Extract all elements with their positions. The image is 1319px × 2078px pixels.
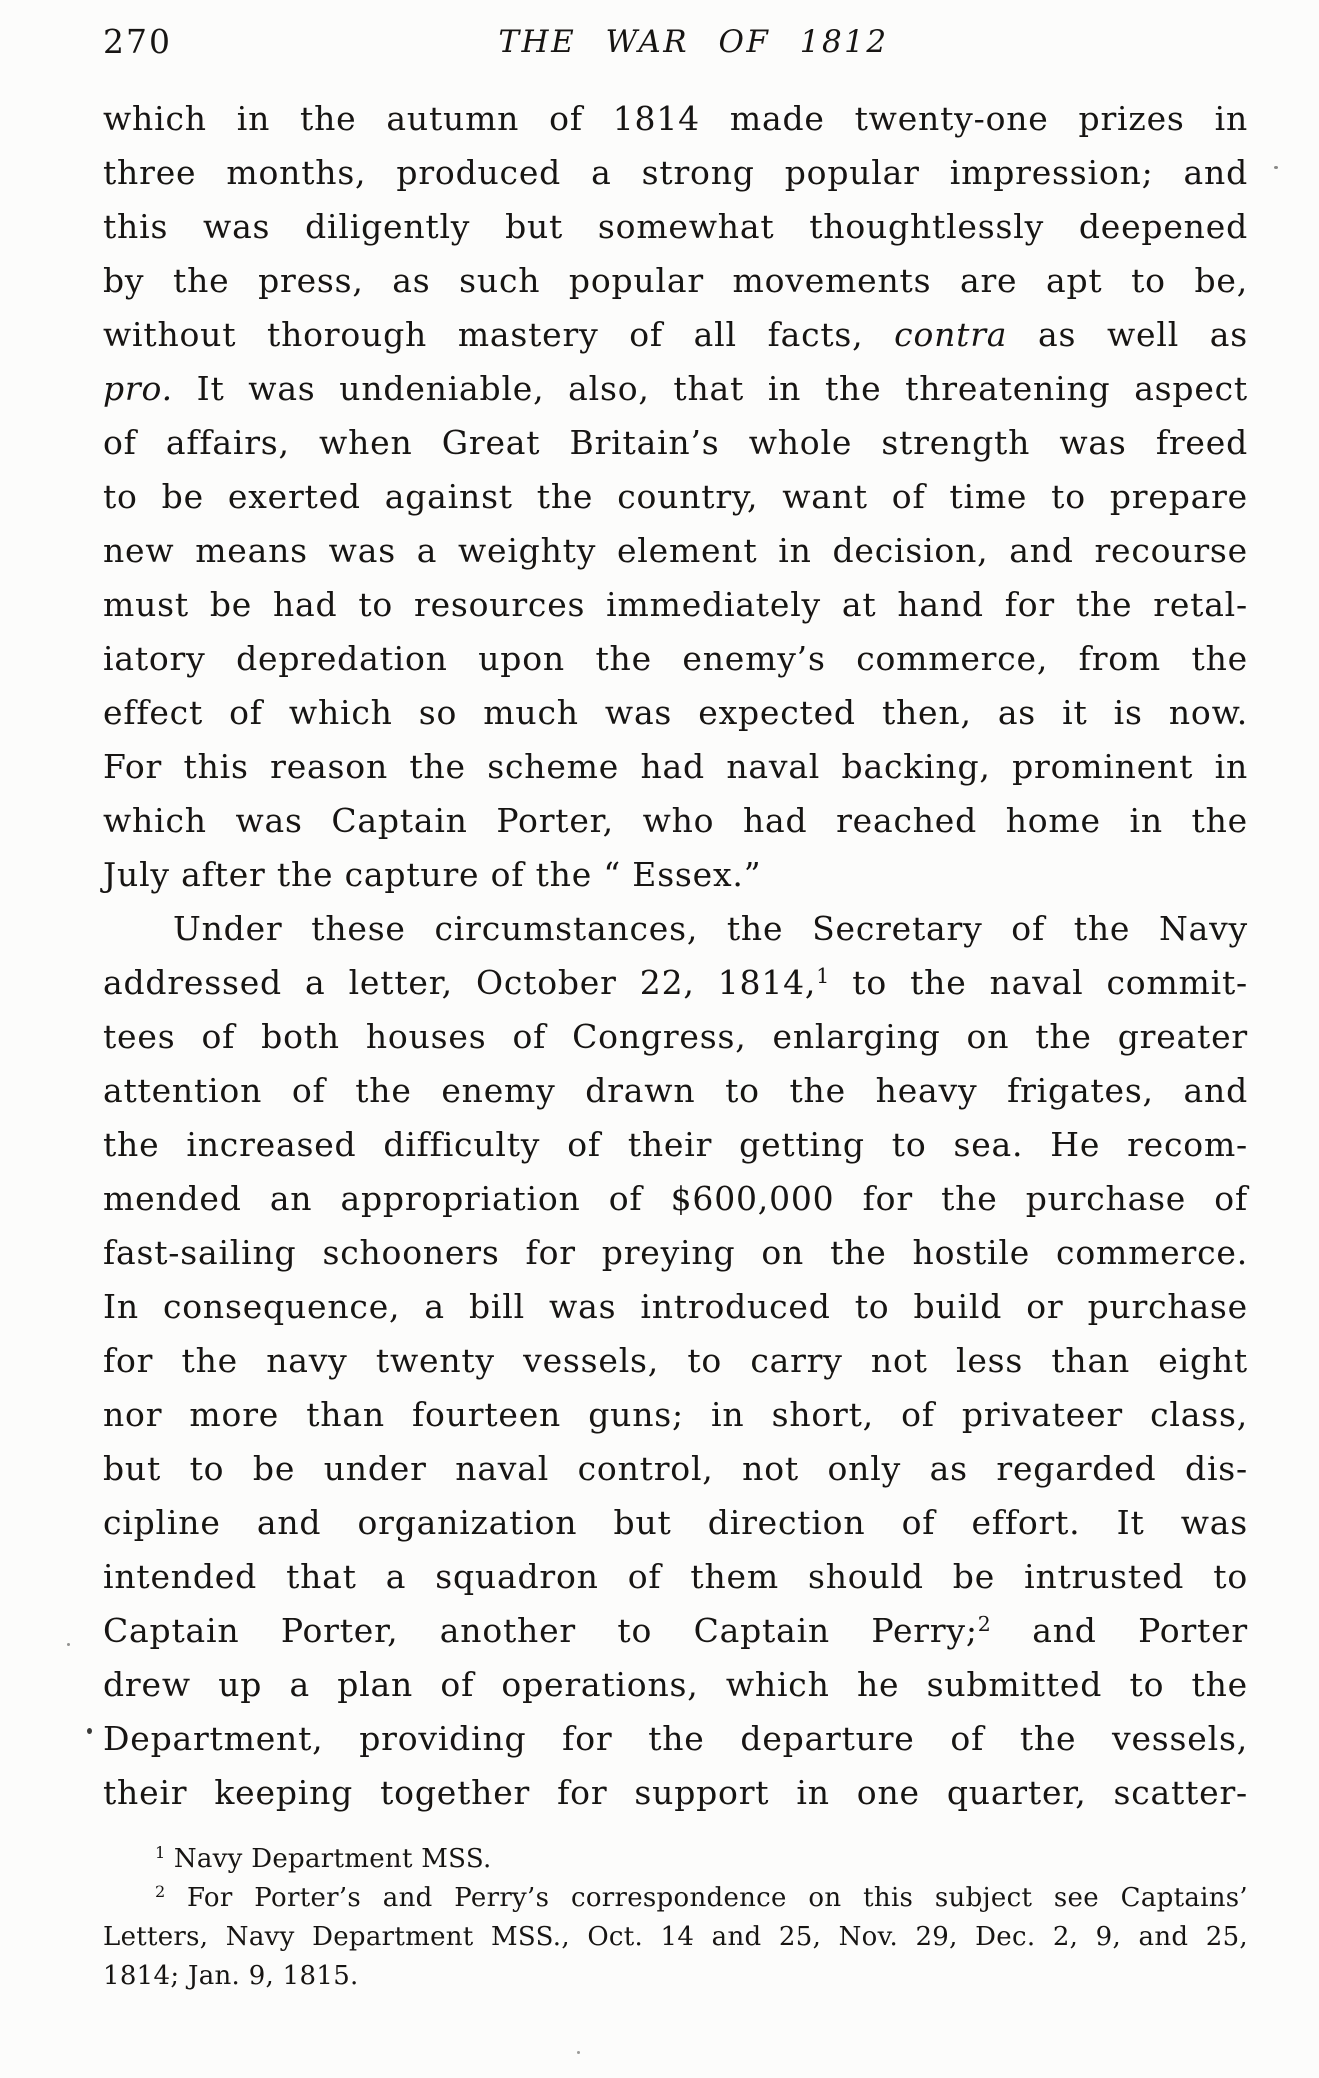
text-line <box>103 416 1248 470</box>
text-segment: It was undeniable, also, that in the threatening aspect <box>172 369 1248 408</box>
text-segment: pro. <box>103 369 173 408</box>
text-segment: For this reason the scheme had naval backing, prominent in <box>103 747 1248 786</box>
text-line <box>103 1388 1248 1442</box>
text-segment: the increased difficulty of their getting to sea. He recom- <box>103 1125 1248 1164</box>
text-segment: without thorough mastery of all facts, <box>103 315 895 354</box>
body-text <box>103 92 1248 1820</box>
scan-speck <box>67 1643 70 1646</box>
text-segment: three months, produced a strong popular impression; and <box>103 153 1248 192</box>
text-segment: mended an appropriation of $600,000 for the purchase of <box>103 1179 1248 1218</box>
text-line <box>103 1918 1248 1957</box>
text-line <box>103 524 1248 578</box>
text-line <box>103 1658 1248 1712</box>
scan-speck <box>1274 166 1278 169</box>
text-line <box>103 956 1248 1010</box>
text-segment: Department, providing for the departure of the vessels, <box>103 1719 1248 1758</box>
text-segment: and Porter <box>990 1611 1248 1650</box>
text-line <box>103 1172 1248 1226</box>
running-title: THE WAR OF 1812 <box>498 24 889 60</box>
page-number: 270 <box>103 22 172 61</box>
text-line <box>103 308 1248 362</box>
text-line <box>103 1712 1248 1766</box>
text-line <box>103 1957 1248 1996</box>
text-line <box>103 1840 1248 1879</box>
text-line <box>103 1550 1248 1604</box>
text-segment: attention of the enemy drawn to the heavy frigates, and <box>103 1071 1248 1110</box>
text-segment: contra <box>894 315 1008 354</box>
text-line <box>103 1118 1248 1172</box>
text-segment: effect of which so much was expected then, as it is now. <box>103 693 1248 732</box>
text-line <box>103 1604 1248 1658</box>
footnote-marker: 2 <box>155 1882 166 1902</box>
text-line <box>103 146 1248 200</box>
text-segment: this was diligently but somewhat thoughtlessly deepened <box>103 207 1248 246</box>
footnote-marker: 2 <box>977 1611 991 1636</box>
text-line <box>103 92 1248 146</box>
text-line <box>103 1226 1248 1280</box>
text-line <box>103 686 1248 740</box>
text-segment: which was Captain Porter, who had reached home in the <box>103 801 1248 840</box>
text-segment: as well as <box>1007 315 1248 354</box>
text-segment: new means was a weighty element in decision, and recourse <box>103 531 1248 570</box>
text-line <box>103 470 1248 524</box>
scan-speck <box>577 2051 580 2054</box>
text-segment: their keeping together for support in one quarter, scatter- <box>103 1773 1248 1812</box>
text-segment: to the naval commit- <box>829 963 1248 1002</box>
text-line <box>103 1064 1248 1118</box>
text-segment: which in the autumn of 1814 made twenty-one prizes in <box>103 99 1248 138</box>
text-line <box>103 1879 1248 1918</box>
text-line <box>103 848 1248 902</box>
text-line <box>103 1496 1248 1550</box>
text-segment: nor more than fourteen guns; in short, of privateer class, <box>103 1395 1248 1434</box>
text-segment: Letters, Navy Department MSS., Oct. 14 and 25, Nov. 29, Dec. 2, 9, and 25, <box>103 1922 1248 1952</box>
scan-speck <box>87 1728 92 1734</box>
text-line <box>103 1334 1248 1388</box>
text-segment: Captain Porter, another to Captain Perry; <box>103 1611 978 1650</box>
text-segment: must be had to resources immediately at hand for the retal- <box>103 585 1248 624</box>
text-segment: addressed a letter, October 22, 1814, <box>103 963 817 1002</box>
text-line <box>103 362 1248 416</box>
footnote-marker: 1 <box>816 963 830 988</box>
text-line <box>103 1010 1248 1064</box>
text-segment: cipline and organization but direction of effort. It was <box>103 1503 1248 1542</box>
text-segment: July after the capture of the “ Essex.” <box>103 855 762 894</box>
text-line <box>103 794 1248 848</box>
text-line <box>103 578 1248 632</box>
text-segment: For Porter’s and Perry’s correspondence on this subject see Captains’ <box>165 1883 1248 1913</box>
text-segment: 1814; Jan. 9, 1815. <box>103 1961 359 1991</box>
text-segment: tees of both houses of Congress, enlarging on the greater <box>103 1017 1248 1056</box>
text-segment: In consequence, a bill was introduced to build or purchase <box>103 1287 1248 1326</box>
text-line <box>103 1280 1248 1334</box>
text-line <box>103 902 1248 956</box>
text-segment: for the navy twenty vessels, to carry not less than eight <box>103 1341 1248 1380</box>
text-line <box>103 632 1248 686</box>
text-segment: drew up a plan of operations, which he submitted to the <box>103 1665 1248 1704</box>
text-segment: of affairs, when Great Britain’s whole strength was freed <box>103 423 1248 462</box>
text-segment: Under these circumstances, the Secretary of the Navy <box>173 909 1248 948</box>
text-segment: iatory depredation upon the enemy’s commerce, from the <box>103 639 1248 678</box>
text-segment: by the press, as such popular movements are apt to be, <box>103 261 1248 300</box>
text-line <box>103 740 1248 794</box>
text-segment: Navy Department MSS. <box>165 1844 492 1874</box>
text-segment: to be exerted against the country, want of time to prepare <box>103 477 1248 516</box>
text-line <box>103 200 1248 254</box>
text-segment: intended that a squadron of them should be intrusted to <box>103 1557 1248 1596</box>
footnotes <box>103 1840 1248 1996</box>
footnote-marker: 1 <box>155 1843 166 1863</box>
text-segment: fast-sailing schooners for preying on the hostile commerce. <box>103 1233 1248 1272</box>
text-line <box>103 1442 1248 1496</box>
text-line <box>103 1766 1248 1820</box>
text-segment: but to be under naval control, not only as regarded dis- <box>103 1449 1248 1488</box>
text-line <box>103 254 1248 308</box>
